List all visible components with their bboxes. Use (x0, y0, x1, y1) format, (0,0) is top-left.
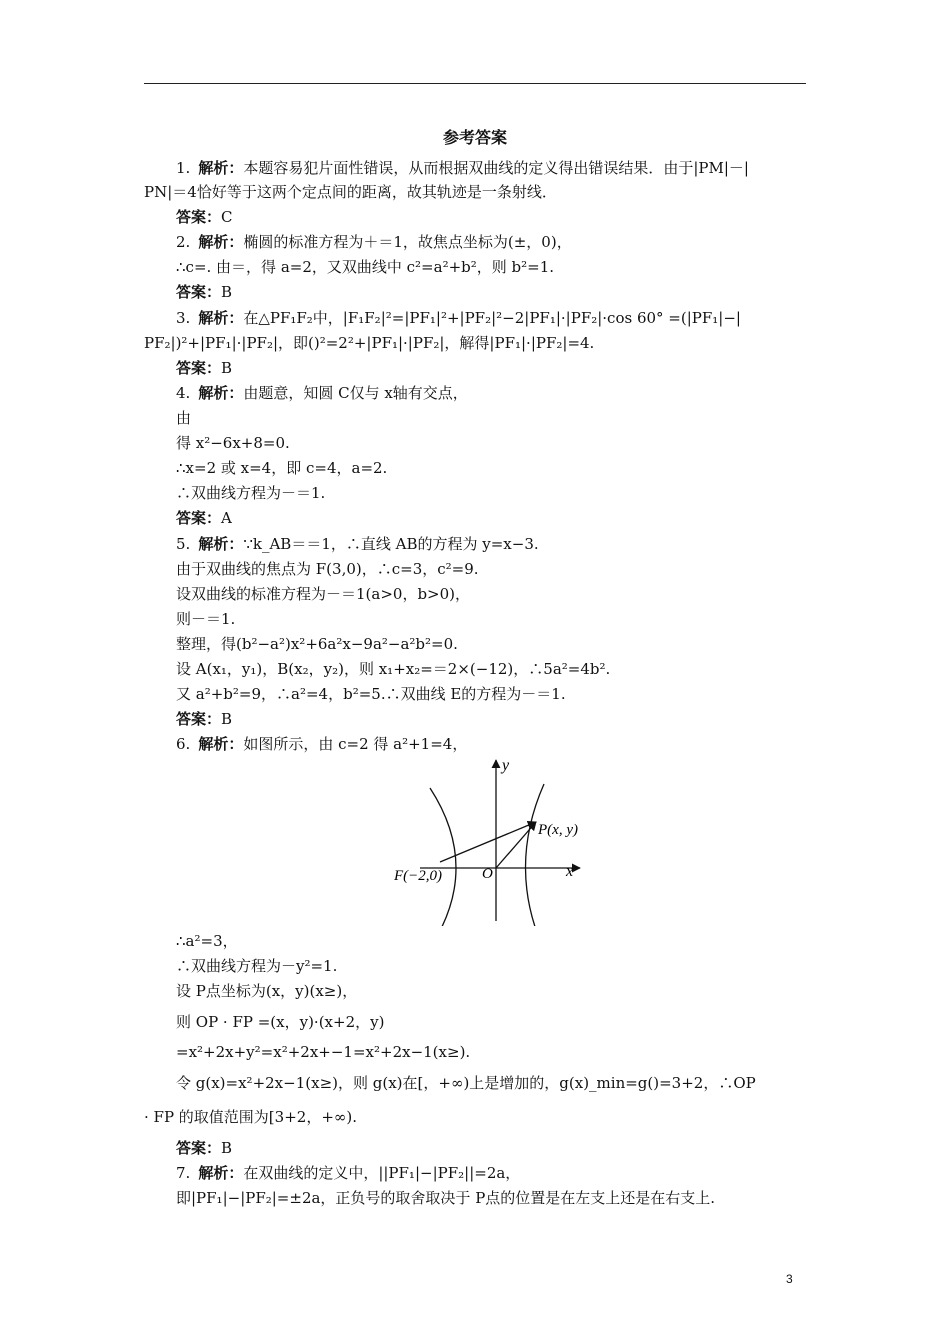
line-text: 则－＝1. (176, 610, 236, 628)
point-p-label: P(x, y) (538, 822, 578, 838)
text-line (144, 306, 840, 330)
line-text: 整理，得(b²−a²)x²+6a²x−9a²−a²b²=0. (176, 635, 458, 653)
item-tag: 解析： (198, 384, 244, 402)
line-text: 设双曲线的标准方程为－＝1(a>0，b>0)， (176, 585, 471, 603)
text-line (144, 732, 840, 756)
text-line (144, 1071, 840, 1095)
line-text: 又 a²+b²=9，∴a²=4，b²=5.∴双曲线 E的方程为－＝1. (176, 685, 566, 703)
item-tag: 解析： (198, 1164, 244, 1182)
vector-fp (440, 822, 536, 862)
text-line (144, 280, 840, 304)
text-line (144, 381, 840, 405)
line-text: PN|＝4恰好等于这两个定点间的距离，故其轨迹是一条射线． (144, 183, 557, 201)
line-text: 即|PF₁|−|PF₂|=±2a，正负号的取舍取决于 P点的位置是在左支上还是在右支上. (176, 1189, 716, 1207)
text-line (144, 979, 840, 1003)
line-text: B (221, 1139, 233, 1157)
item-number: 6. (176, 735, 191, 753)
line-text: 设 P点坐标为(x，y)(x≥)， (176, 982, 358, 1000)
text-line (144, 1161, 840, 1185)
text-line (144, 406, 840, 430)
item-tag: 解析： (198, 159, 244, 177)
line-text: PF₂|)²+|PF₁|·|PF₂|，即()²=2²+|PF₁|·|PF₂|，解得|PF₁|·|PF₂|=4. (144, 334, 595, 352)
item-tag: 答案： (176, 1139, 222, 1157)
line-text: ∴c=. 由＝，得 a=2，又双曲线中 c²=a²+b²，则 b²=1. (176, 258, 555, 276)
line-text: 得 x²−6x+8=0. (176, 434, 290, 452)
item-number: 2. (176, 233, 191, 251)
text-line (144, 1136, 840, 1160)
line-text: B (221, 359, 233, 377)
line-text: 在△PF₁F₂中，|F₁F₂|²=|PF₁|²+|PF₂|²−2|PF₁|·|PF₂|·cos 60° =(|PF₁|−| (243, 309, 741, 327)
hyperbola-right-branch (526, 784, 545, 926)
line-text: 由题意，知圆 C仅与 x轴有交点， (243, 384, 468, 402)
text-line (144, 607, 840, 631)
item-tag: 答案： (176, 359, 222, 377)
item-tag: 答案： (176, 283, 222, 301)
vector-op (496, 822, 536, 868)
line-text: =x²+2x+y²=x²+2x+−1=x²+2x−1(x≥). (176, 1043, 471, 1061)
line-text: 由 (176, 409, 192, 427)
text-line (144, 532, 840, 556)
line-text: 本题容易犯片面性错误，从而根据双曲线的定义得出错误结果．由于|PM|－| (243, 159, 749, 177)
text-line (144, 205, 840, 229)
item-number: 3. (176, 309, 191, 327)
line-text: ∴x=2 或 x=4，即 c=4，a=2. (176, 459, 388, 477)
text-line (144, 1105, 808, 1129)
text-line (144, 632, 840, 656)
item-tag: 解析： (198, 735, 244, 753)
text-line (144, 954, 840, 978)
point-f-label: F(−2,0) (394, 868, 443, 884)
text-line (144, 1186, 840, 1210)
x-axis-label: x (566, 863, 574, 880)
item-number: 5. (176, 535, 191, 553)
text-line (144, 506, 840, 530)
text-line (144, 582, 840, 606)
text-line (144, 331, 808, 355)
line-text: B (221, 283, 233, 301)
item-number: 1. (176, 159, 191, 177)
text-line (144, 481, 840, 505)
text-line (144, 456, 840, 480)
item-tag: 答案： (176, 509, 222, 527)
text-line (144, 707, 840, 731)
item-tag: 答案： (176, 208, 222, 226)
text-line (144, 230, 840, 254)
item-number: 4. (176, 384, 191, 402)
text-line (144, 682, 840, 706)
line-text: ∴a²=3， (176, 932, 238, 950)
page-number: 3 (786, 1272, 793, 1286)
text-line (144, 657, 840, 681)
section-title: 参考答案 (442, 128, 507, 147)
text-line (144, 557, 840, 581)
item-number: 7. (176, 1164, 191, 1182)
line-text: 设 A(x₁，y₁)，B(x₂，y₂)，则 x₁+x₂=＝2×(−12)，∴5a²=4b². (176, 660, 611, 678)
header-rule (144, 83, 806, 84)
item-tag: 解析： (198, 233, 244, 251)
y-axis-label: y (502, 757, 510, 774)
line-text: · FP 的取值范围为[3+2，+∞). (144, 1108, 357, 1126)
text-line (144, 929, 840, 953)
item-tag: 解析： (198, 535, 244, 553)
line-text: 在双曲线的定义中，||PF₁|−|PF₂||=2a， (243, 1164, 521, 1182)
line-text: A (221, 509, 232, 527)
text-line (144, 431, 840, 455)
hyperbola-figure (390, 756, 590, 926)
text-line (144, 156, 840, 180)
line-text: C (221, 208, 233, 226)
line-text: 椭圆的标准方程为＋＝1，故焦点坐标为(±，0)， (243, 233, 572, 251)
text-line (144, 1010, 840, 1034)
origin-label: O (482, 866, 493, 882)
line-text: 由于双曲线的焦点为 F(3,0)，∴c=3，c²=9. (176, 560, 479, 578)
line-text: ∵k_AB＝＝1，∴直线 AB的方程为 y=x−3. (243, 535, 539, 553)
line-text: ∴双曲线方程为－y²=1. (176, 957, 338, 975)
text-line (144, 255, 840, 279)
line-text: ∴双曲线方程为－＝1. (176, 484, 326, 502)
item-tag: 解析： (198, 309, 244, 327)
line-text: 则 OP · FP =(x，y)·(x+2，y) (176, 1013, 385, 1031)
line-text: 如图所示，由 c=2 得 a²+1=4， (243, 735, 468, 753)
text-line (144, 356, 840, 380)
text-line (144, 1040, 840, 1064)
line-text: B (221, 710, 233, 728)
line-text: 令 g(x)=x²+2x−1(x≥)，则 g(x)在[，+∞)上是增加的，g(x)_min=g()=3+2，∴OP (176, 1074, 756, 1092)
item-tag: 答案： (176, 710, 222, 728)
text-line (144, 180, 808, 204)
